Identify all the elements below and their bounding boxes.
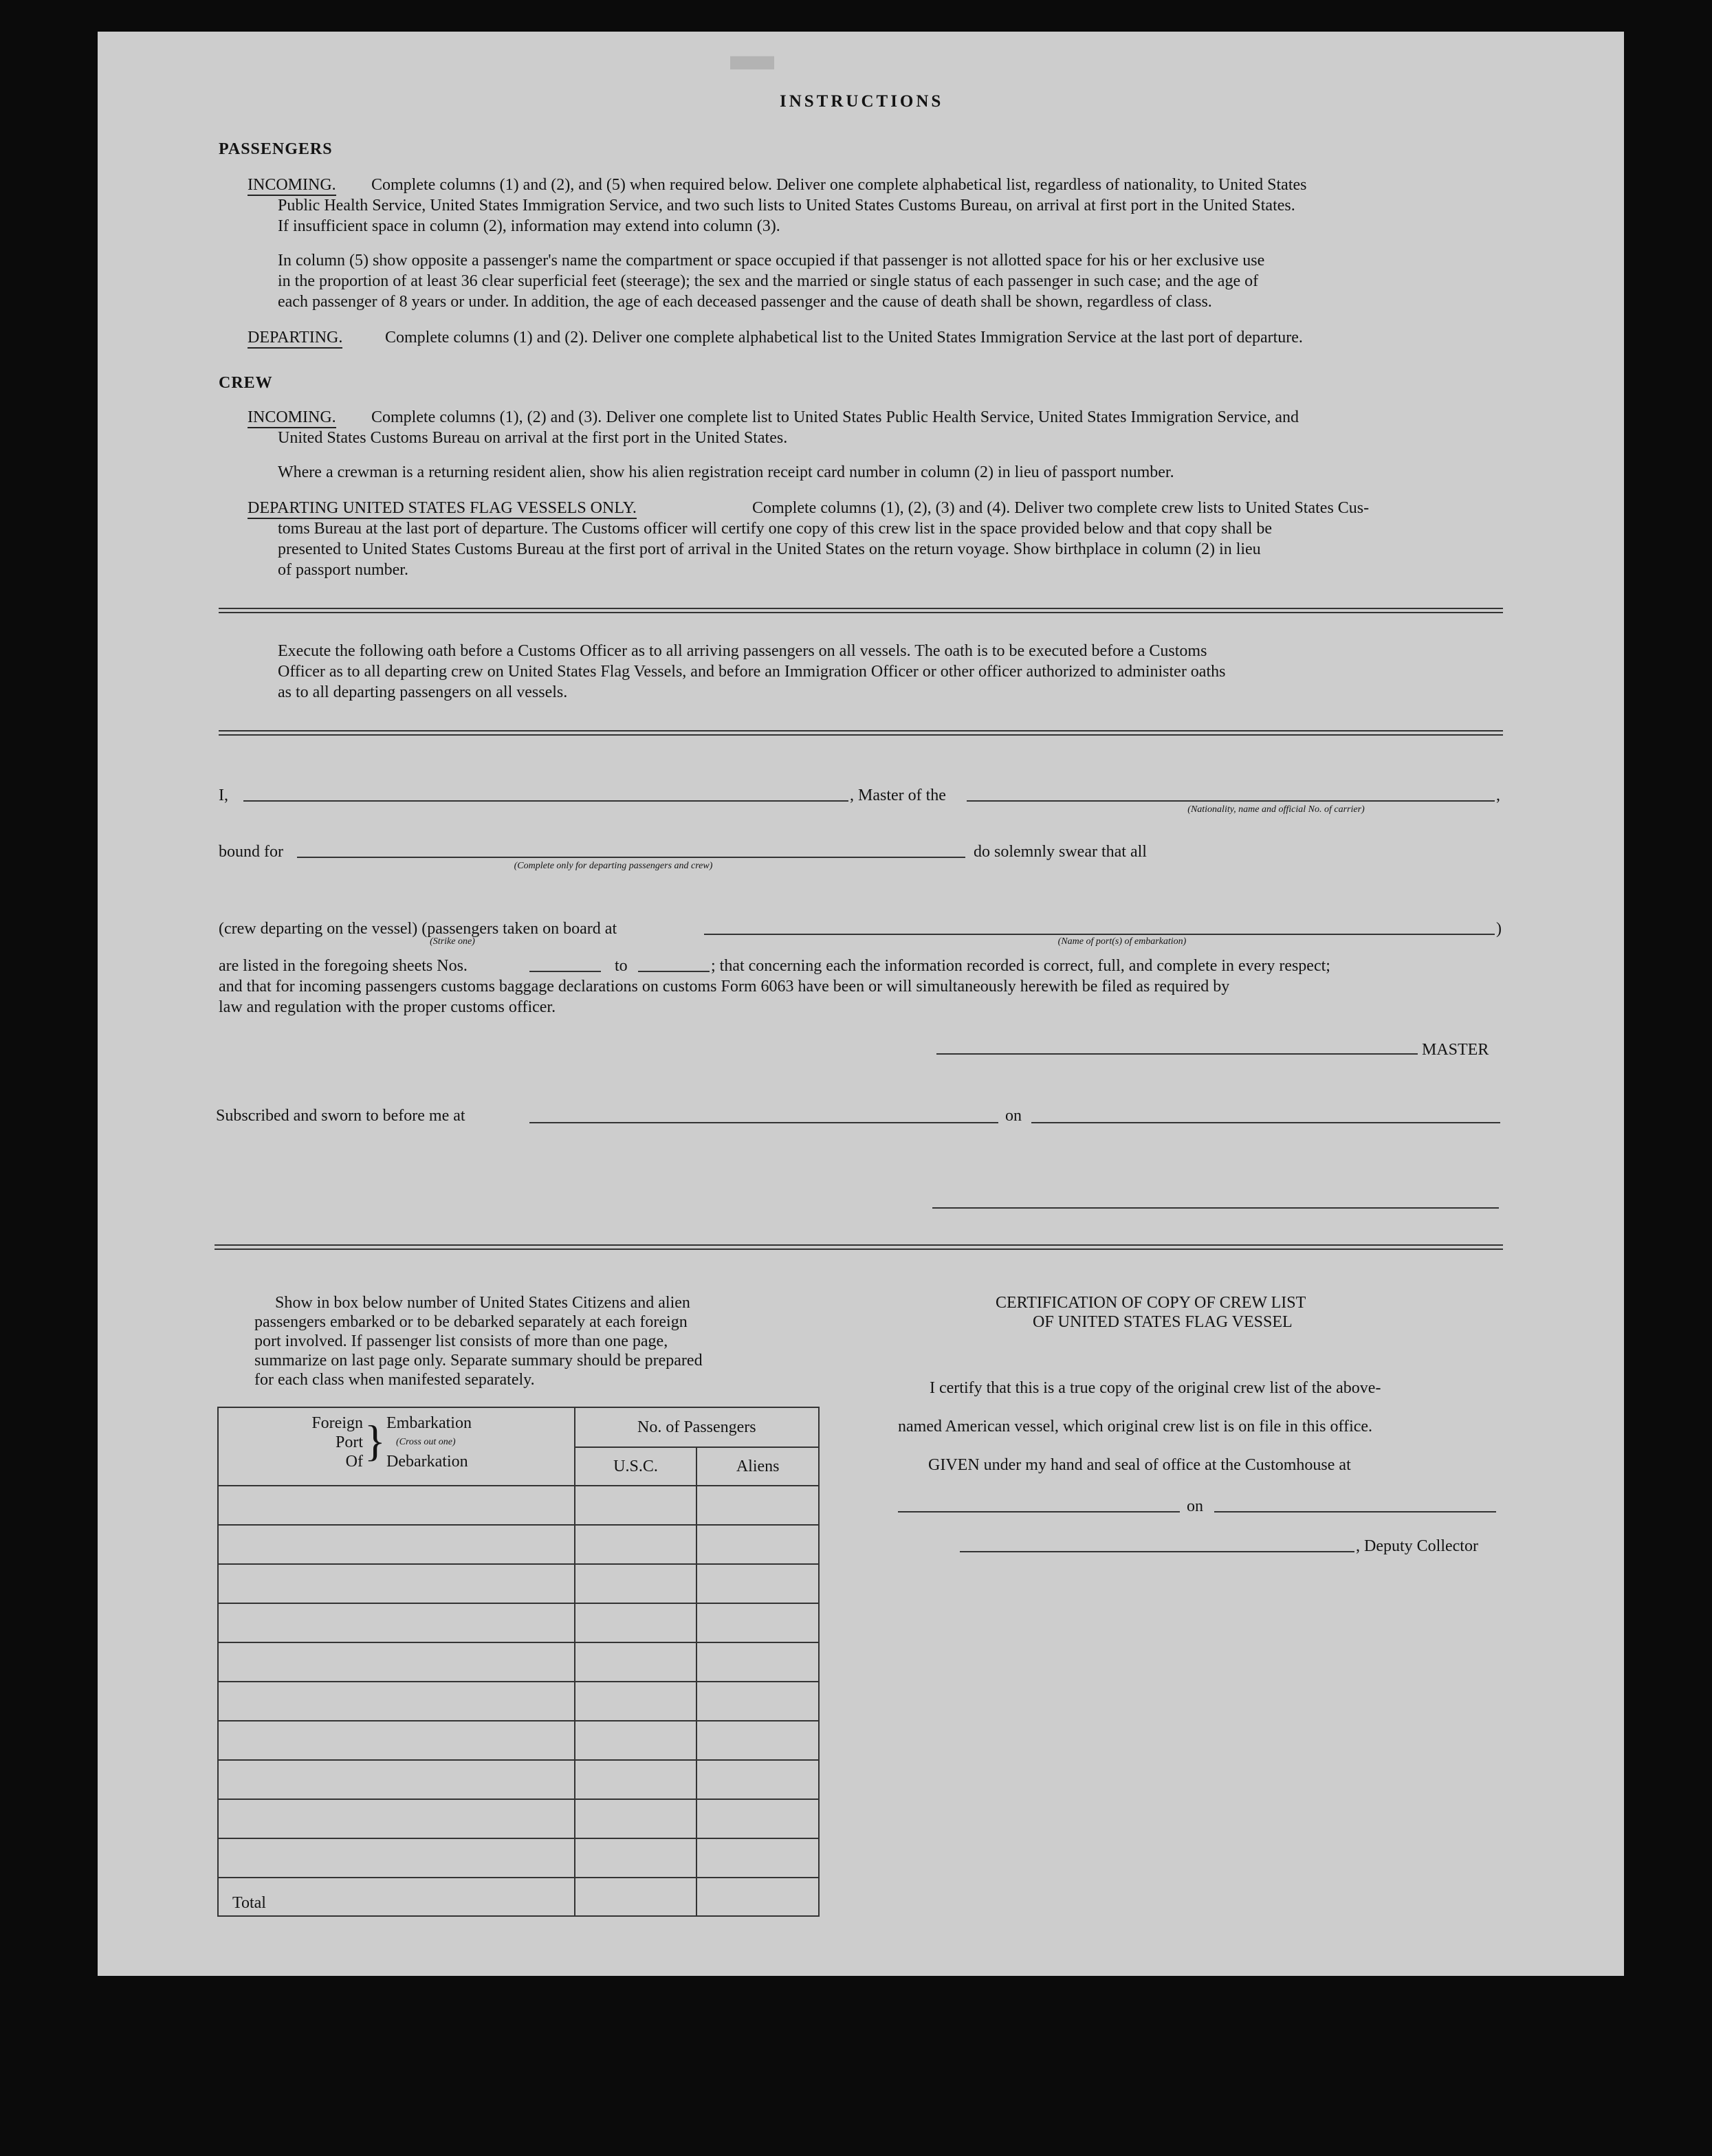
aliens-header: Aliens [696,1447,819,1486]
oath-line-2: and that for incoming passengers customs baggage declarations on customs Form 6063 have been or will simultaneously herewith be filed as required by [219,978,1230,996]
table-row[interactable] [218,1799,575,1838]
crew-incoming-line-2: United States Customs Bureau on arrival at the first port in the United States. [278,429,788,447]
deputy-collector-label: , Deputy Collector [1356,1537,1478,1555]
crew-departing-line-2: toms Bureau at the last port of departure. The Customs officer will certify one copy of this crew list in the space provided below and that copy shall be [278,520,1273,538]
master-signature-field[interactable] [936,1053,1418,1055]
usc-cell[interactable] [575,1838,697,1878]
no-of-passengers-header: No. of Passengers [575,1407,819,1447]
passengers-incoming-line-1: Complete columns (1) and (2), and (5) when required below. Deliver one complete alphabetical list, regardless of nationality, to United States [371,176,1307,194]
section-divider-1 [219,608,1503,613]
passengers-incoming-line-3: If insufficient space in column (2), information may extend into column (3). [278,217,780,235]
table-row[interactable] [218,1682,575,1721]
bleed-through-stamp: ▬ [730,30,774,79]
crew-departing-line-4: of passport number. [278,561,408,579]
table-row[interactable] [218,1564,575,1603]
oath-instruction-line-3: as to all departing passengers on all vessels. [278,683,568,701]
table-row[interactable] [218,1760,575,1799]
certification-line-1: I certify that this is a true copy of the original crew list of the above- [930,1379,1381,1397]
usc-header: U.S.C. [575,1447,697,1486]
subscribed-date-field[interactable] [1031,1122,1500,1123]
swear-text: do solemnly swear that all [974,843,1147,861]
column5-line-2: in the proportion of at least 36 clear superficial feet (steerage); the sex and the married or single status of each passenger in such case; and the age of [278,272,1259,290]
oath-i-label: I, [219,786,228,804]
foreign-label: Foreign [311,1414,363,1432]
bound-for-field[interactable] [297,857,965,858]
aliens-cell[interactable] [696,1486,819,1525]
sheet-to-field[interactable] [638,971,710,972]
crew-heading: CREW [219,374,273,392]
summary-instruction-3: port involved. If passenger list consists of more than one page, [254,1332,668,1350]
certification-line-3: GIVEN under my hand and seal of office at the Customhouse at [928,1456,1351,1474]
aliens-cell[interactable] [696,1564,819,1603]
table-row[interactable] [218,1486,575,1525]
bound-for-label: bound for [219,843,283,861]
sheets-to: to [615,957,628,975]
crew-passengers-text: (crew departing on the vessel) (passengers taken on board at [219,920,617,938]
crew-resident-text: Where a crewman is a returning resident alien, show his alien registration receipt card number in column (2) in lieu of passport number. [278,463,1174,481]
crew-incoming-line-1: Complete columns (1), (2) and (3). Deliver one complete list to United States Public Health Service, United States Immigration Service, and [371,408,1299,426]
aliens-cell[interactable] [696,1721,819,1760]
of-label: Of [345,1453,363,1471]
aliens-cell[interactable] [696,1525,819,1564]
certification-on-label: on [1187,1497,1203,1515]
column5-line-3: each passenger of 8 years or under. In addition, the age of each deceased passenger and the cause of death shall be shown, regardless of class. [278,293,1212,311]
oath-line-3: law and regulation with the proper customs officer. [219,998,556,1016]
form-sheet [98,32,1624,1976]
passengers-heading: PASSENGERS [219,140,333,158]
section-divider-2 [219,730,1503,736]
embarkation-label: Embarkation [386,1414,472,1432]
oath-instruction-line-1: Execute the following oath before a Customs Officer as to all arriving passengers on all vessels. The oath is to be executed before a Customs [278,642,1207,660]
usc-cell[interactable] [575,1603,697,1642]
sheets-tail: ; that concerning each the information recorded is correct, full, and complete in every respect; [711,957,1330,975]
usc-cell[interactable] [575,1721,697,1760]
table-row[interactable] [218,1603,575,1642]
passengers-departing-label: DEPARTING. [248,327,342,348]
customhouse-field[interactable] [898,1511,1180,1512]
brace-icon: } [364,1416,386,1465]
close-paren: ) [1496,920,1502,938]
ports-note: (Name of port(s) of embarkation) [1057,936,1187,947]
usc-cell[interactable] [575,1799,697,1838]
total-aliens-cell[interactable] [696,1878,819,1916]
passengers-incoming-label: INCOMING. [248,175,336,195]
master-name-field[interactable] [243,800,848,802]
strike-note: (Strike one) [430,936,475,947]
debarkation-label: Debarkation [386,1453,468,1471]
usc-cell[interactable] [575,1525,697,1564]
certification-line-2: named American vessel, which original crew list is on file in this office. [898,1418,1373,1436]
officer-signature-field[interactable] [932,1207,1499,1209]
aliens-cell[interactable] [696,1642,819,1682]
oath-instruction-line-2: Officer as to all departing crew on United States Flag Vessels, and before an Immigration Officer or other officer authorized to administer oaths [278,663,1226,681]
subscribed-on-label: on [1005,1107,1022,1125]
page-title: INSTRUCTIONS [780,92,944,111]
aliens-cell[interactable] [696,1682,819,1721]
usc-cell[interactable] [575,1642,697,1682]
summary-instruction-2: passengers embarked or to be debarked separately at each foreign [254,1313,688,1331]
crew-incoming-label: INCOMING. [248,407,336,428]
deputy-signature-field[interactable] [960,1551,1354,1552]
table-row[interactable] [218,1721,575,1760]
table-row[interactable] [218,1838,575,1878]
summary-instruction-4: summarize on last page only. Separate summary should be prepared [254,1352,703,1370]
crew-departing-label: DEPARTING UNITED STATES FLAG VESSELS ONLY. [248,498,637,518]
cross-out-note: (Cross out one) [396,1437,456,1447]
table-row[interactable] [218,1525,575,1564]
passengers-departing-text: Complete columns (1) and (2). Deliver one complete alphabetical list to the United States Immigration Service at the last port of departure. [385,329,1303,346]
embarkation-ports-field[interactable] [704,934,1495,935]
carrier-note: (Nationality, name and official No. of carrier) [1187,804,1365,815]
passenger-summary-table [217,1407,820,1917]
usc-cell[interactable] [575,1486,697,1525]
aliens-cell[interactable] [696,1760,819,1799]
subscribed-label: Subscribed and sworn to before me at [216,1107,465,1125]
crew-departing-line-1: Complete columns (1), (2), (3) and (4). Deliver two complete crew lists to United States Cus- [752,499,1370,517]
certification-title-2: OF UNITED STATES FLAG VESSEL [1033,1313,1293,1331]
port-header-cell [218,1407,575,1486]
summary-instruction-1: Show in box below number of United States Citizens and alien [275,1294,690,1312]
certification-title-1: CERTIFICATION OF COPY OF CREW LIST [996,1294,1306,1312]
carrier-comma: , [1496,786,1500,804]
total-row-label: Total [218,1878,575,1916]
column5-line-1: In column (5) show opposite a passenger's name the compartment or space occupied if that passenger is not allotted space for his or her exclusive use [278,252,1265,270]
sheet-from-field[interactable] [529,971,601,972]
master-label: MASTER [1422,1041,1489,1059]
carrier-field[interactable] [967,800,1495,802]
port-label: Port [335,1433,363,1451]
subscribed-place-field[interactable] [529,1122,998,1123]
master-of-the-label: , Master of the [850,786,946,804]
usc-cell[interactable] [575,1564,697,1603]
total-usc-cell[interactable] [575,1878,697,1916]
aliens-cell[interactable] [696,1799,819,1838]
sheets-lead: are listed in the foregoing sheets Nos. [219,957,468,975]
passengers-incoming-line-2: Public Health Service, United States Immigration Service, and two such lists to United States Customs Bureau, on arrival at first port in the United States. [278,197,1295,214]
usc-cell[interactable] [575,1682,697,1721]
departing-note: (Complete only for departing passengers and crew) [514,861,713,871]
aliens-cell[interactable] [696,1838,819,1878]
table-row[interactable] [218,1642,575,1682]
aliens-cell[interactable] [696,1603,819,1642]
usc-cell[interactable] [575,1760,697,1799]
summary-instruction-5: for each class when manifested separately. [254,1371,535,1389]
section-divider-3 [215,1244,1503,1250]
certification-date-field[interactable] [1214,1511,1496,1512]
crew-departing-line-3: presented to United States Customs Bureau at the first port of arrival in the United States on the return voyage. Show birthplace in column (2) in lieu [278,540,1261,558]
